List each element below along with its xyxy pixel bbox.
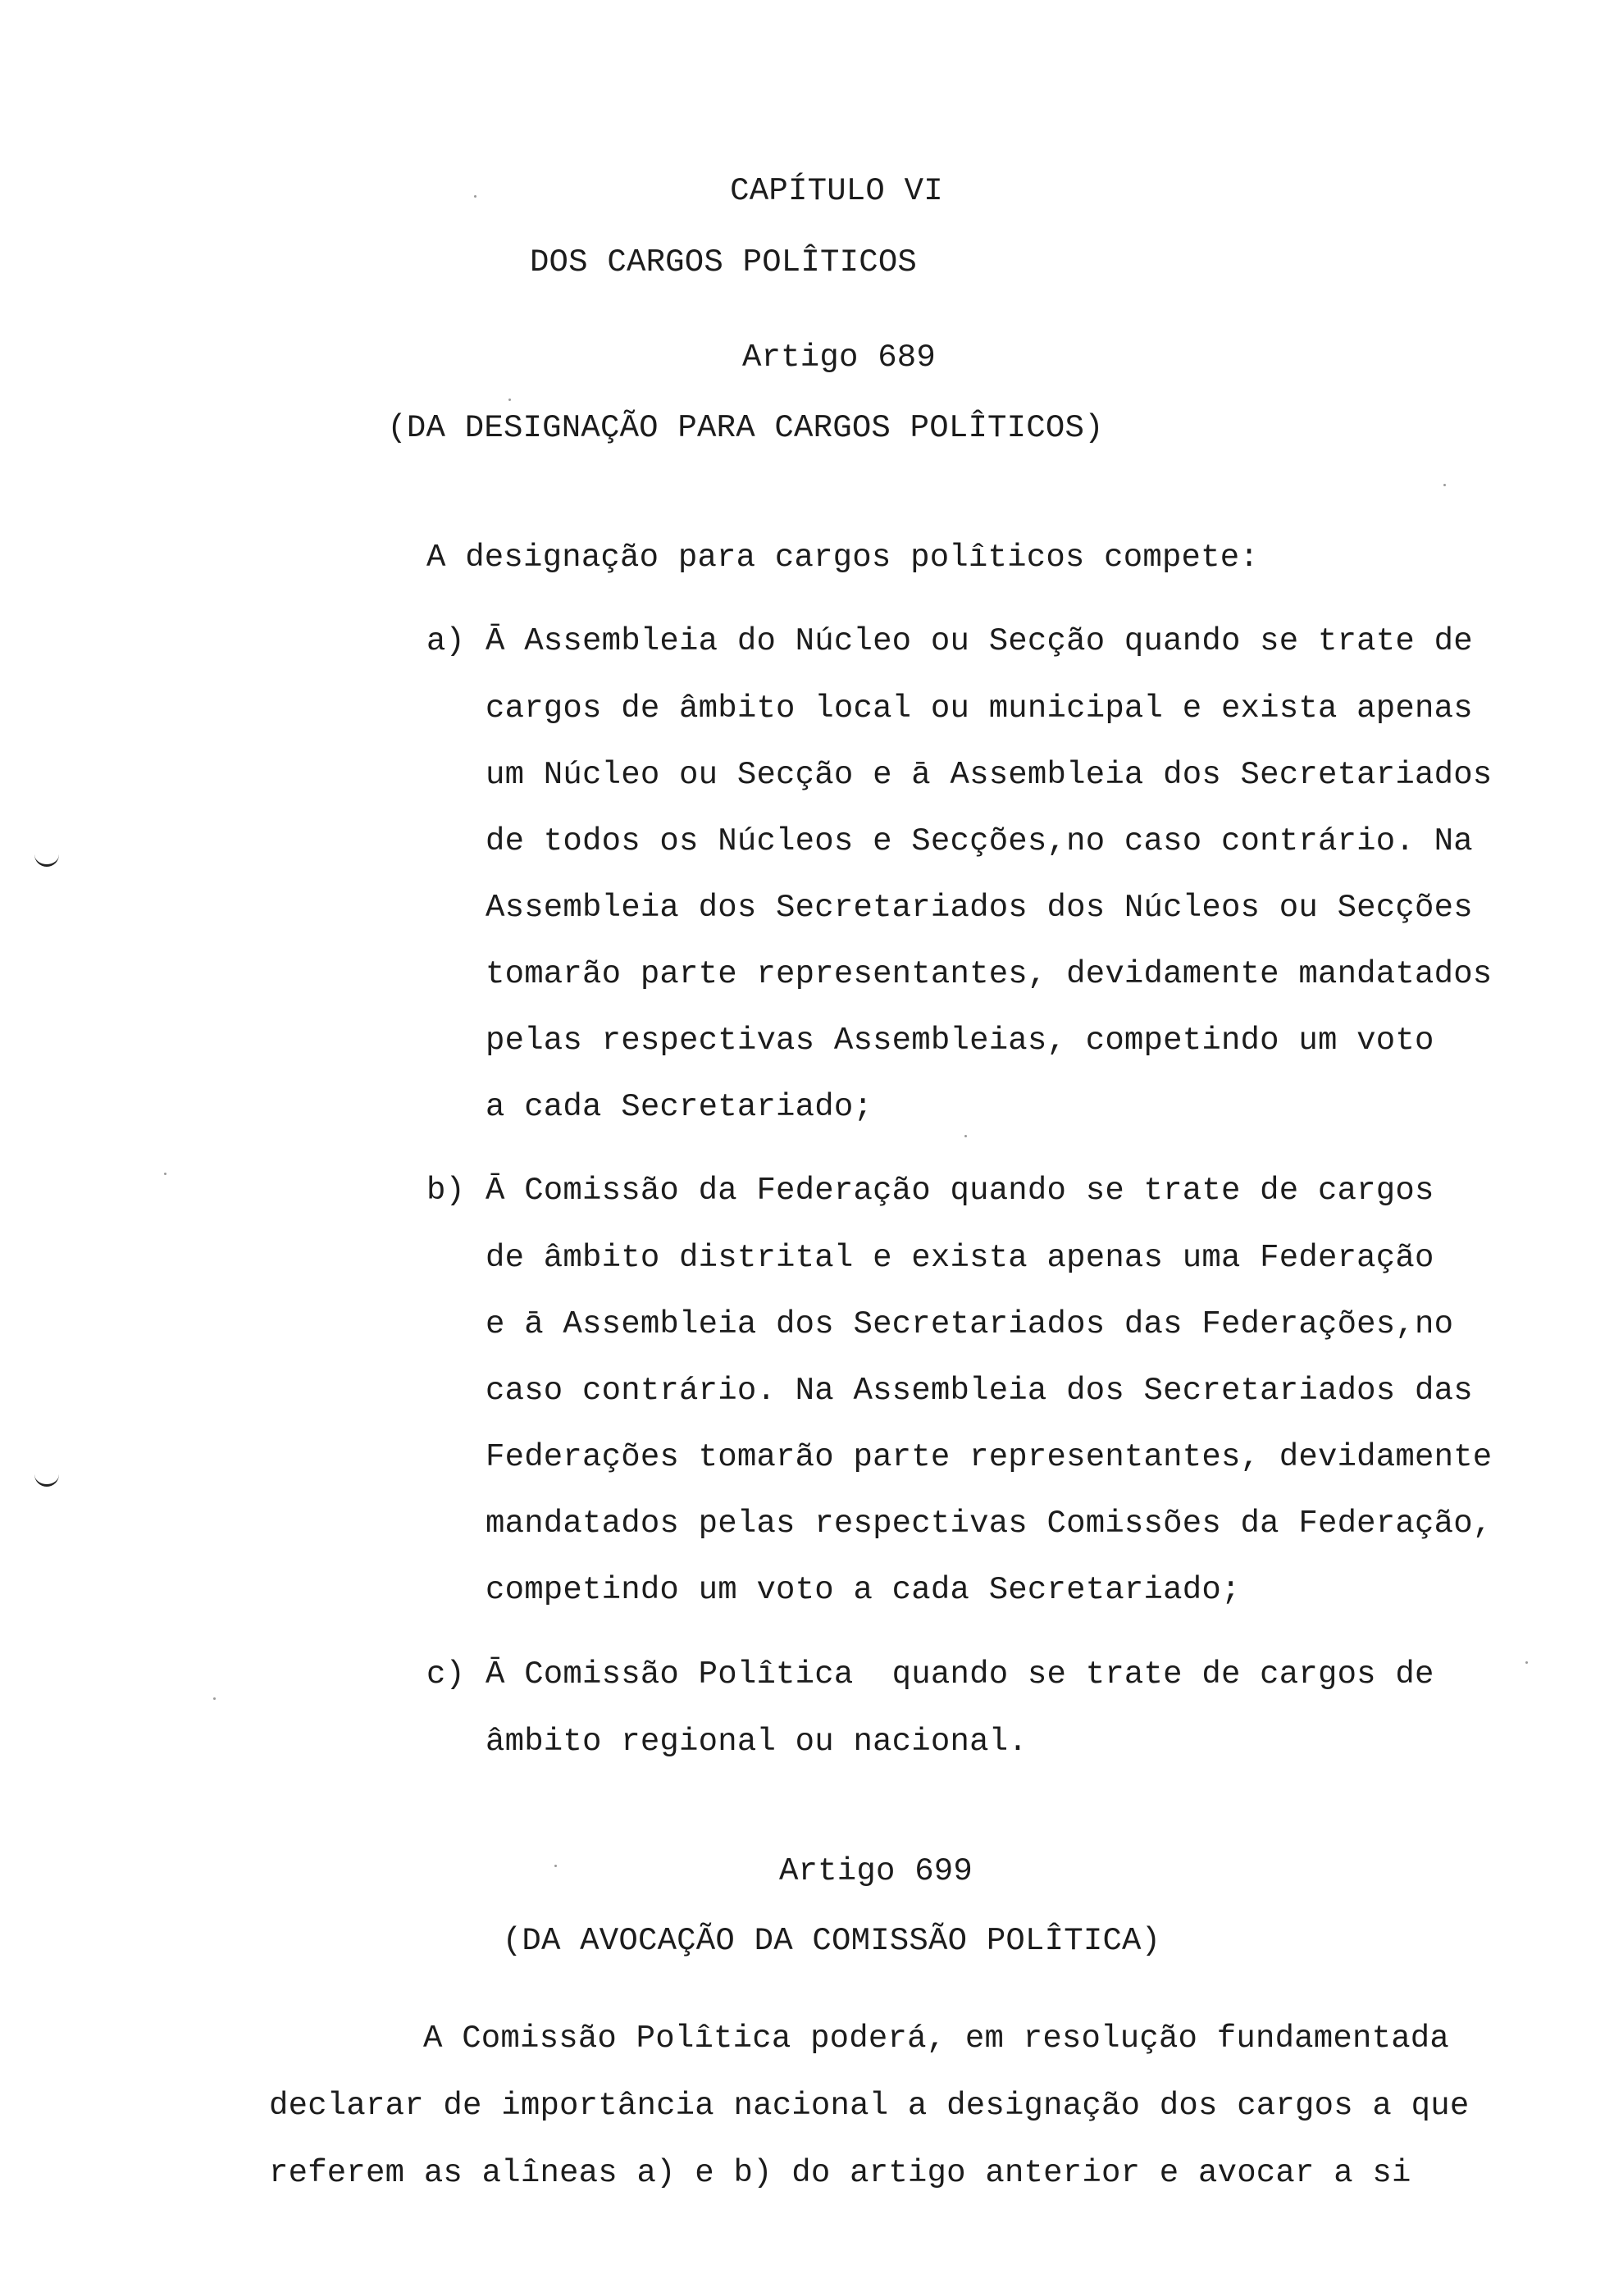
chapter-title: CAPÍTULO VI (730, 173, 943, 209)
item-a-line: Ā Assembleia do Núcleo ou Secção quando se trate de (486, 623, 1473, 659)
item-b-label: b) (426, 1173, 465, 1209)
item-b-line: e ā Assembleia dos Secretariados das Federações,no (486, 1306, 1454, 1342)
item-b-line: mandatados pelas respectivas Comissões da Federação, (486, 1506, 1493, 1542)
item-a-line: a cada Secretariado; (486, 1089, 873, 1125)
scan-speck (1443, 484, 1446, 486)
article-68-subheading: (DA DESIGNAÇÃO PARA CARGOS POLÎTICOS) (387, 410, 1104, 446)
scan-speck (508, 399, 511, 401)
item-a-label: a) (426, 623, 465, 659)
item-b-line: competindo um voto a cada Secretariado; (486, 1572, 1241, 1608)
item-a-line: pelas respectivas Assembleias, competindo um voto (486, 1023, 1434, 1059)
scan-speck (1525, 1661, 1528, 1664)
item-a-line: cargos de âmbito local ou municipal e exista apenas (486, 690, 1473, 727)
scan-speck (213, 1697, 216, 1700)
chapter-subtitle: DOS CARGOS POLÎTICOS (529, 244, 918, 280)
item-a-line: de todos os Núcleos e Secções,no caso contrário. Na (486, 823, 1473, 859)
item-a-line: um Núcleo ou Secção e ā Assembleia dos Secretariados (486, 757, 1493, 793)
item-a-line: tomarão parte representantes, devidamente mandatados (486, 956, 1493, 992)
article-69-heading: Artigo 699 (778, 1853, 973, 1889)
scan-speck (164, 1173, 166, 1175)
binder-hole-mark (34, 853, 59, 867)
scan-speck (474, 195, 476, 198)
article-69-subheading: (DA AVOCAÇÃO DA COMISSÃO POLÎTICA) (502, 1923, 1161, 1959)
item-b-line: Federações tomarão parte representantes, devidamente (486, 1439, 1493, 1475)
item-a-line: Assembleia dos Secretariados dos Núcleos ou Secções (486, 890, 1473, 926)
binder-hole-mark (34, 1473, 59, 1487)
item-c-label: c) (426, 1656, 465, 1692)
scan-speck (554, 1865, 557, 1867)
article-69-line: declarar de importância nacional a designação dos cargos a que (269, 2088, 1470, 2124)
item-c-line: Ā Comissão Polîtica quando se trate de cargos de (486, 1656, 1434, 1692)
article-68-heading: Artigo 689 (741, 339, 937, 376)
item-b-line: Ā Comissão da Federação quando se trate de cargos (486, 1173, 1434, 1209)
scan-speck (964, 1135, 967, 1137)
item-c-line: âmbito regional ou nacional. (486, 1724, 1028, 1760)
item-b-line: de âmbito distrital e exista apenas uma Federação (486, 1240, 1434, 1276)
article-69-line: referem as alîneas a) e b) do artigo anterior e avocar a si (269, 2155, 1411, 2191)
article-68-intro: A designação para cargos polîticos compete: (426, 540, 1259, 576)
article-69-line: A Comissão Polîtica poderá, em resolução fundamentada (423, 2020, 1450, 2057)
item-b-line: caso contrário. Na Assembleia dos Secretariados das (486, 1373, 1473, 1409)
